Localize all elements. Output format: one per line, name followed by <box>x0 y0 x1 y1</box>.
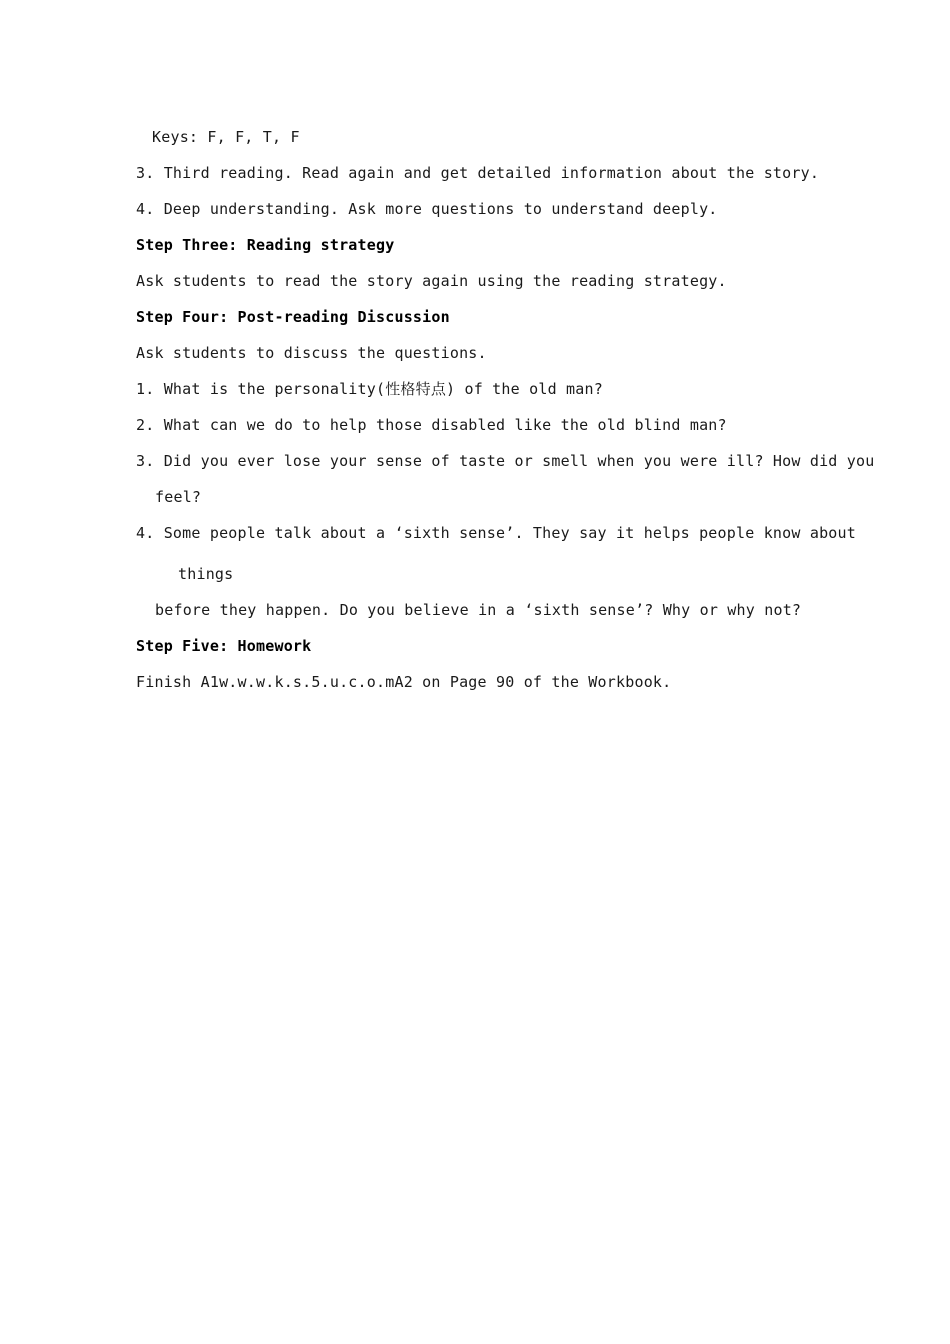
list-item-third-reading: 3. Third reading. Read again and get detailed information about the story. <box>136 164 820 182</box>
heading-step-four: Step Four: Post-reading Discussion <box>136 308 450 326</box>
question-3-line-1: 3. Did you ever lose your sense of taste or smell when you were ill? How did you <box>136 452 875 470</box>
question-4-line-2: things <box>178 565 234 583</box>
step-five-homework: Finish A1w.w.w.k.s.5.u.c.o.mA2 on Page 90 of the Workbook. <box>136 673 672 691</box>
question-4-line-3: before they happen. Do you believe in a ‘sixth sense’? Why or why not? <box>155 601 802 619</box>
heading-step-three: Step Three: Reading strategy <box>136 236 395 254</box>
heading-step-five: Step Five: Homework <box>136 637 312 655</box>
question-3-line-2: feel? <box>155 488 202 506</box>
list-item-deep-understanding: 4. Deep understanding. Ask more questions to understand deeply. <box>136 200 718 218</box>
question-1: 1. What is the personality(性格特点) of the old man? <box>136 380 603 398</box>
question-2: 2. What can we do to help those disabled like the old blind man? <box>136 416 727 434</box>
answer-keys: Keys: F, F, T, F <box>152 128 300 146</box>
step-three-instruction: Ask students to read the story again using the reading strategy. <box>136 272 727 290</box>
question-4-line-1: 4. Some people talk about a ‘sixth sense’. They say it helps people know about <box>136 524 856 542</box>
step-four-instruction: Ask students to discuss the questions. <box>136 344 487 362</box>
